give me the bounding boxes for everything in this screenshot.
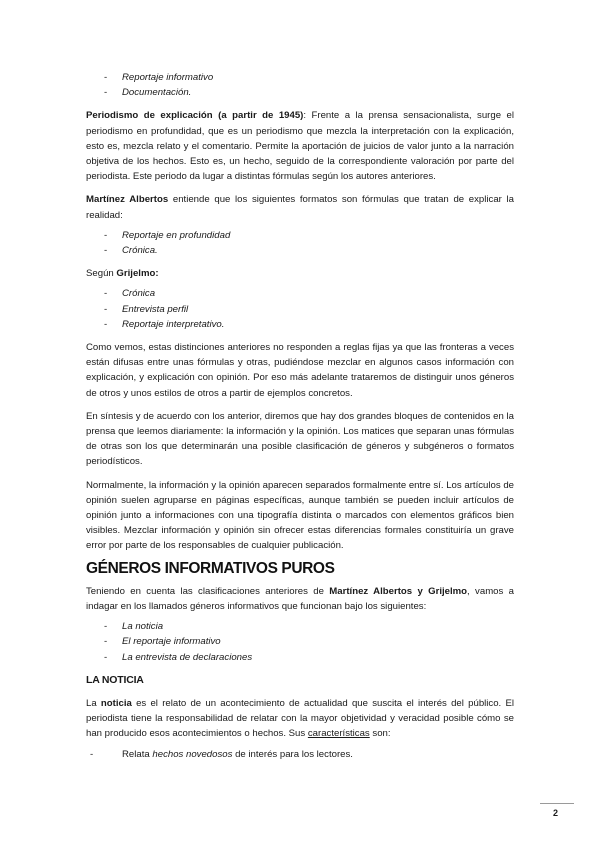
authors-names: Martínez Albertos y Grijelmo (329, 585, 468, 597)
term-noticia: noticia (100, 697, 132, 709)
list-item: - La entrevista de declaraciones (86, 650, 514, 665)
paragraph-distinciones: Como vemos, estas distinciones anteriores no responden a reglas fijas ya que las fronteras a veces están difusas entre unas fórmulas y otras, pudiéndose mezclar en algunos casos información con explicación, y explicación con opinión. Por eso más adelante trataremos de distinguir unos géneros de otros y unos estilos de otros a partir de ejemplos concretos. (86, 342, 514, 399)
paragraph-martinez: Martínez Albertos entiende que los siguientes formatos son fórmulas que tratan de explicar la realidad: (86, 194, 515, 221)
list-grijelmo-formats (86, 286, 514, 332)
term-periodismo-explicacion: Periodismo de explicación (a partir de 1945) (86, 110, 304, 122)
list-item: - Crónica. (86, 243, 514, 258)
list-generos (86, 619, 514, 665)
list-item: - Reportaje en profundidad (86, 228, 514, 243)
list-item: - El reportaje informativo (86, 634, 514, 649)
footer-divider (540, 803, 574, 804)
paragraph-sintesis: En síntesis y de acuerdo con los anterior, diremos que hay dos grandes bloques de contenidos en la prensa que leemos diariamente: la información y la opinión. Los matices que separan unas fórmulas de otras son los que determinarán una posible clasificación de géneros y subgéneros o formatos periodísticos. (86, 410, 514, 468)
document-page (86, 70, 514, 762)
heading-la-noticia: LA NOTICIA (86, 673, 144, 686)
author-martinez: Martínez Albertos (86, 194, 169, 206)
list-item: - La noticia (86, 619, 514, 634)
term-caracteristicas: características (307, 728, 370, 740)
list-martinez-formats (86, 228, 514, 258)
paragraph-generos: Teniendo en cuenta las clasificaciones anteriores de Martínez Albertos y Grijelmo, vamos a indagar en los llamados géneros informativos que funcionan bajo los siguientes: (86, 585, 514, 612)
paragraph-grijelmo: Según Grijelmo: (86, 268, 159, 280)
list-item: - Reportaje informativo (86, 70, 514, 85)
list-item: - Entrevista perfil (86, 302, 514, 317)
author-grijelmo: Grijelmo: (116, 268, 159, 280)
heading-generos-informativos: GÉNEROS INFORMATIVOS PUROS (86, 559, 335, 577)
list-item-caracteristica: - Relata hechos novedosos de interés para los lectores. (86, 747, 514, 762)
list-item: - Crónica (86, 286, 514, 301)
page-number: 2 (553, 808, 559, 818)
list-item: - Reportaje interpretativo. (86, 317, 514, 332)
paragraph-noticia: La noticia es el relato de un acontecimiento de actualidad que suscita el interés del público. El periodista tiene la responsabilidad de relatar con la mayor objetividad y veracidad posible cómo se han producido esos acontecimientos o hechos. Sus características son: (86, 697, 514, 740)
list-item: - Documentación. (86, 85, 514, 100)
paragraph-explicacion: Periodismo de explicación (a partir de 1945): Frente a la prensa sensacionalista, surge el periodismo en profundidad, que es un periodismo que mezcla la interpretación con la explicación, esto es, mezcla relato y el comentario. Permite la aportación de juicios de valor junto a la narración objetiva de los hechos. Esto es, un hecho, seguido de la correspondiente valoración por parte del periodista. Este periodo da lugar a distintas fórmulas según los autores anteriores. (86, 110, 514, 183)
list-reportaje (86, 70, 514, 100)
paragraph-informacion-opinion: Normalmente, la información y la opinión aparecen separados formalmente entre sí. Los artículos de opinión suelen agruparse en páginas específicas, aunque también se pueden incluir artículos de opinión junto a informaciones con una tipografía distinta o marcados con elementos gráficos bien visibles. Mezclar información y opinión sin ofrecer estas diferencias formales constituiría un grave error por parte de los responsables de cualquier publicación. (86, 479, 514, 552)
